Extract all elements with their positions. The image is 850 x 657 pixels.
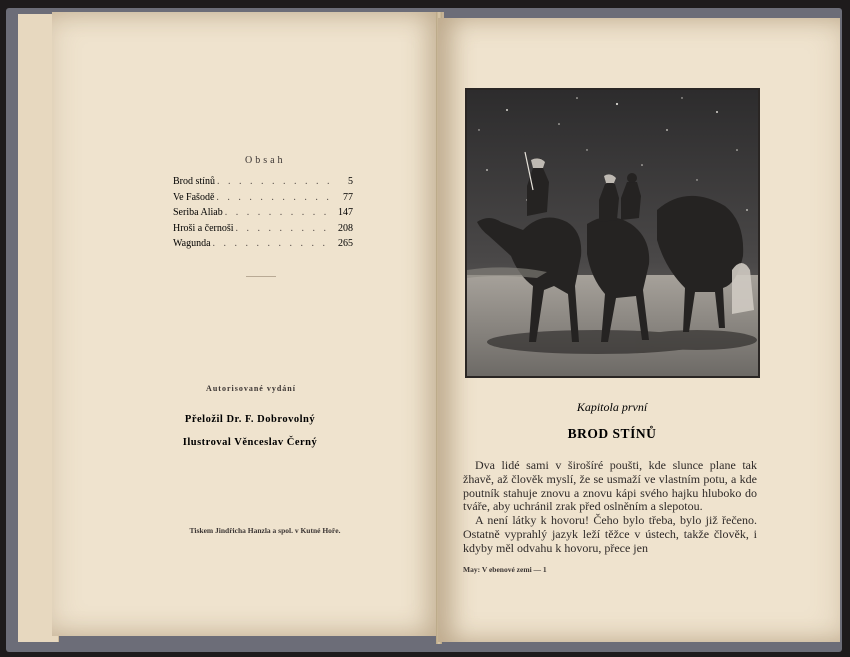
toc-leader (214, 192, 331, 203)
toc-row (173, 176, 353, 192)
toc-title: Seriba Aliab (173, 207, 223, 218)
divider (246, 276, 276, 277)
chapter-text (463, 459, 757, 556)
toc-title: Ve Fašodě (173, 191, 215, 203)
toc-row (173, 223, 353, 239)
toc-leader (223, 207, 331, 218)
toc-title: Wagunda (173, 238, 211, 249)
toc-row (173, 207, 353, 223)
illustrator-credit: Ilustroval Věnceslav Černý (182, 437, 318, 448)
toc-leader (211, 238, 331, 249)
chapter-label: Kapitola první (576, 400, 648, 414)
toc-title: Hroši a černoši (173, 222, 234, 234)
printer-note: Tiskem Jindřicha Hanzla a spol. v Kutné Hoře. (189, 526, 341, 535)
toc-page: 265 (338, 238, 353, 249)
illustration-drawing (467, 90, 758, 376)
paragraph: Dva lidé sami v širošíré poušti, kde slunce plane tak žhavě, až člověk myslí, že se usmaží ve vlastním potu, a kde poutník stahuje znovu a znovu kápi svého hajku hluboko do tváře, aby uchránil zrak před oslněním a slepotou. (463, 458, 757, 514)
toc-page: 147 (338, 207, 353, 218)
paragraph: A není látky k hovoru! Čeho bylo třeba, bylo již řečeno. Ostatně vyprahlý jazyk leží těžce v ústech, takže člověk, i kdyby měl odvahu k hovoru, přece jen (463, 513, 757, 555)
left-page (52, 12, 444, 636)
toc-page: 77 (343, 191, 353, 203)
toc-row (173, 192, 353, 208)
table-of-contents (173, 176, 353, 254)
chapter-title: BROD STÍNŮ (567, 426, 657, 441)
camel-caravan-illustration (465, 88, 760, 378)
toc-page: 208 (338, 222, 353, 234)
page-footer: May: V ebenové zemi — 1 (463, 565, 547, 574)
toc-row (173, 238, 353, 254)
toc-leader (215, 176, 331, 187)
toc-page: 5 (348, 176, 353, 187)
edition-note: Autorisované vydání (206, 384, 296, 393)
toc-heading: Obsah (245, 155, 286, 166)
toc-title: Brod stínů (173, 176, 215, 187)
toc-leader (234, 223, 331, 234)
translator-credit: Přeložil Dr. F. Dobrovolný (184, 414, 316, 425)
